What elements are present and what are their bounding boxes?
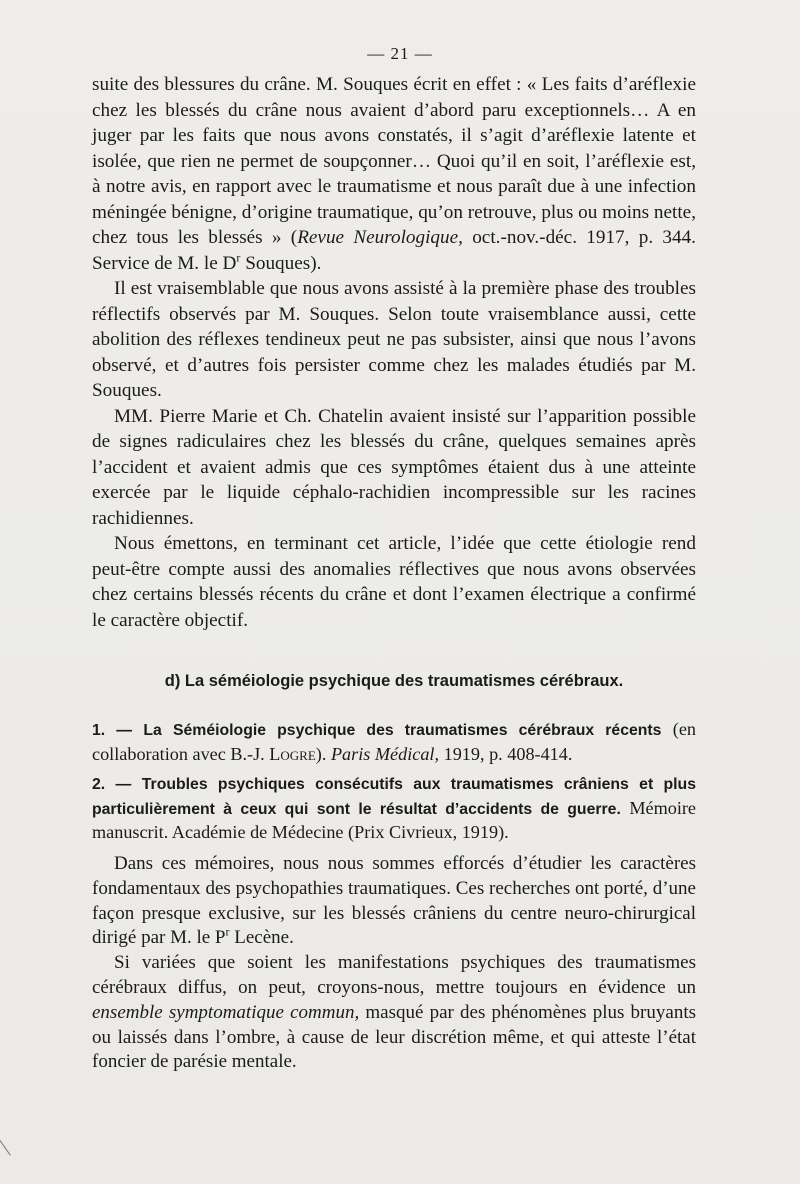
- body-text-bottom: [92, 852, 696, 1075]
- paragraph: Dans ces mémoires, nous nous sommes efforcés d’étudier les caractères fondamentaux des psychopathies traumatiques. Ces recherches ont porté, d’une façon presque exclusive, sur les blessés crâniens du centre neuro-chirurgical dirigé par M. le $P^r$ Lecène.: [92, 853, 696, 949]
- emphasis: ensemble symptomatique commun,: [92, 1001, 360, 1023]
- paragraph: MM. Pierre Marie et Ch. Chatelin avaient insisté sur l’apparition possible de signes radiculaires chez les blessés du crâne, quelques semaines après l’accident et avaient admis que ces symptômes étaient dus à une atteinte exercée par le liquide céphalo-rachidien incompressible sur les racines rachidiennes.: [92, 405, 696, 529]
- body-text-top: [92, 72, 696, 633]
- reference-list: [92, 718, 696, 851]
- author-name: Logre: [269, 743, 316, 764]
- reference-item: 2. — Troubles psychiques consécutifs aux traumatismes crâniens et plus particulièrement à ceux qui sont le résultat d’accidents de guerre. Mémoire manuscrit. Académie de Médecine (Prix Civrieux, 1919).: [92, 776, 696, 842]
- journal-title: Paris Médical,: [330, 743, 440, 764]
- reference-title: La Séméiologie psychique des traumatismes cérébraux récents: [143, 722, 662, 739]
- citation: (Revue Neurologique, oct.-nov.-déc. 1917, p. 344. Service de M. le $D^r$ Souques).: [92, 227, 696, 274]
- reference-item: 1. — La Séméiologie psychique des traumatismes cérébraux récents (en collaboration avec B.-J. Logre). Paris Médical, 1919, p. 408-414.: [92, 719, 696, 764]
- paragraph: [92, 72, 696, 276]
- page-number: — 21 —: [367, 44, 433, 63]
- margin-mark: [0, 1122, 22, 1155]
- paragraph-text: suite des blessures du crâne. M. Souques écrit en effet : « Les faits d’aréflexie chez les blessés du crâne nous avaient d’abord paru exceptionnels… A en juger par les faits que nous avons constatés, il s’agit d’aréflexie latente et isolée, que rien ne permet de soupçonner… Quoi qu’il en soit, l’aréflexie est, à notre avis, en rapport avec le traumatisme et nous paraît due à une infection méningée bénigne, d’origine traumatique, qu’on retrouve, plus ou moins nette, chez tous les blessés »: [92, 74, 696, 248]
- reference-title: Troubles psychiques consécutifs aux traumatismes crâniens et plus particulièrement à ceux qui sont le résultat d’accidents de guerre.: [92, 776, 696, 818]
- journal-title: Revue Neurologique,: [297, 227, 463, 248]
- section-title: d) La séméiologie psychique des traumatismes cérébraux.: [164, 672, 624, 690]
- paragraph: Si variées que soient les manifestations psychiques des traumatismes cérébraux diffus, on peut, croyons-nous, mettre toujours en évidence un ensemble symptomatique commun, masqué par des phénomènes plus bruyants ou laissés dans l’ombre, à cause de leur discrétion même, et qui atteste l’état foncier de parésie mentale.: [92, 952, 696, 1073]
- paragraph: Il est vraisemblable que nous avons assisté à la première phase des troubles réflectifs observés par M. Souques. Selon toute vraisemblance aussi, cette abolition des réflexes tendineux peut ne pas subsister, ainsi que nous l’avons observé, et d’autres fois persister comme chez les malades étudiés par M. Souques.: [92, 278, 696, 401]
- paragraph: Nous émettons, en terminant cet article, l’idée que cette étiologie rend peut-être compte aussi des anomalies réflectives que nous avons observées chez certains blessés récents du crâne et dont l’examen électrique a confirmé le caractère objectif.: [92, 533, 696, 631]
